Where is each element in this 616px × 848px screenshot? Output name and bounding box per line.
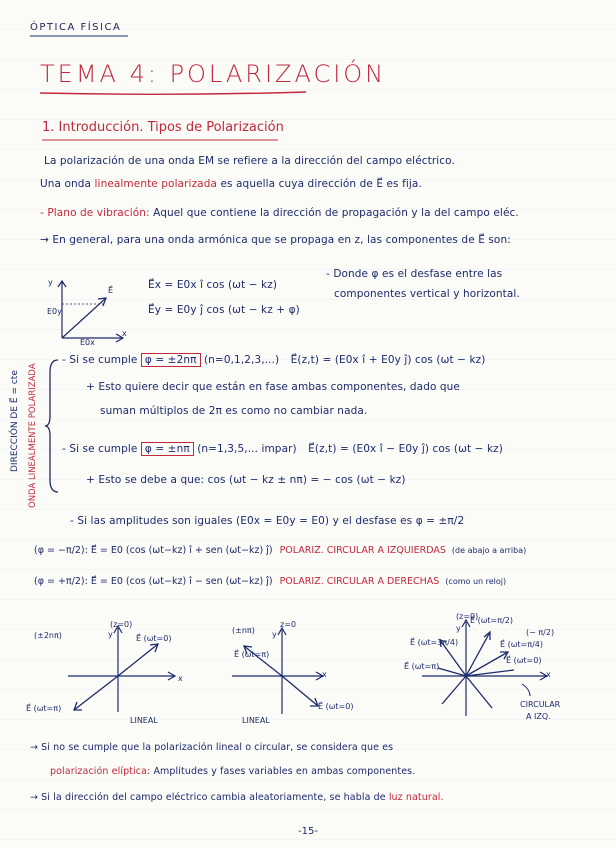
text-line-3: - Plano de vibración: Aquel que contiene la dirección de propagación y la del campo eléc. xyxy=(40,207,519,219)
case1-explanation-2: suman múltiplos de 2π es como no cambiar nada. xyxy=(100,405,368,417)
footer-line-3: → Si la dirección del campo eléctrico cambia aleatoriamente, se habla de luz natural. xyxy=(30,792,444,803)
diagram3-a4: E⃗ (ωt=π) xyxy=(404,662,440,671)
diagram2-y: y xyxy=(272,630,277,639)
diagram1-tag: (±2nπ) xyxy=(34,631,62,640)
diagram3-x: x xyxy=(546,670,551,679)
phase-note-2: componentes vertical y horizontal. xyxy=(334,288,520,300)
circular-intro: - Si las amplitudes son iguales (E0x = E0y = E0) y el desfase es φ = ±π/2 xyxy=(70,515,465,527)
notebook-page: ÓPTICA FÍSICA TEMA 4: POLARIZACIÓN 1. Introducción. Tipos de Polarización La polarización de una onda EM se refiere a la dirección del campo eléctrico. Una onda linealmente polarizada es aquella cuya dirección de E⃗ es fija. - Plano de vibración: Aquel que contiene la dirección de propagación y la del campo eléc. → En general, para una onda armónica que se propaga en z, las componentes de E⃗ son: y x E⃗ E0x E0y E⃗x = E0x î cos (ωt − kz) E⃗y = E0y ĵ cos (ωt − kz + φ) - Donde φ es el desfase entre las componentes vertical y horizontal. DIRECCIÓN DE E⃗ = cte ONDA LINEALMENTE POLARIZADA - Si se cumple φ = ±2nπ (n=0,1,2,3,...) E⃗(z,t) = (E0x î + E0y ĵ) cos (ωt − kz) + Esto quiere decir que están en fase ambas componentes, dado que suman múltiplos de 2π es como no cambiar nada. - Si se cumple φ = ±nπ (n=1,3,5,... impar) E⃗(z,t) = (E0x î − E0y ĵ) cos (ωt − kz) + Esto se debe a que: cos (ωt − kz ± nπ) = − cos (ωt − kz) - Si las amplitudes son iguales (E0x = E0y = E0) y el desfase es φ = ±π/2 (φ = −π/2): E⃗ = E0 (cos (ωt−kz) î + sen (ωt−kz) ĵ) POLARIZ. CIRCULAR A IZQUIERDAS (de abajo a arriba) (φ = +π/2): E⃗ = E0 (cos (ωt−kz) î − sen (ωt−kz) ĵ) POLARIZ. CIRCULAR A DERECHAS (como un reloj) (±2nπ) (z=0) y x E⃗ (ωt=0) E⃗ (ωt=π) LINEAL (±nπ) z=0 y x E⃗ (ωt=π) E⃗ (ωt=0) LINEAL (z=0) (− π/2) y x E⃗ (ωt=π/2) E⃗ (ωt=π/4) E⃗ (ωt=3π/4) E⃗ (ωt=π) E⃗ (ωt=0) CIRCULAR A IZQ. → Si no se cumple que la polarización lineal o circular, se considera que es polarización elíptica: Amplitudes y fases variables en ambas componentes. → Si la dirección del campo eléctrico cambia aleatoriamente, se habla de luz natural. -15- xyxy=(0,0,616,848)
text-line-2: Una onda linealmente polarizada es aquella cuya dirección de E⃗ es fija. xyxy=(40,178,422,190)
diagram3-a2: E⃗ (ωt=π/4) xyxy=(500,640,543,649)
header-underline xyxy=(30,35,130,38)
axis-eox-label: E0x xyxy=(80,338,95,347)
circular-right-line: (φ = +π/2): E⃗ = E0 (cos (ωt−kz) î − sen (ωt−kz) ĵ) POLARIZ. CIRCULAR A DERECHAS (como un reloj) xyxy=(34,576,507,587)
axis-eoy-label: E0y xyxy=(47,307,62,316)
diagram3-a3: E⃗ (ωt=3π/4) xyxy=(410,638,459,647)
axis-y-label: y xyxy=(48,278,53,287)
page-number: -15- xyxy=(298,826,318,837)
equation-ey: E⃗y = E0y ĵ cos (ωt − kz + φ) xyxy=(148,304,300,316)
section-underline xyxy=(42,138,282,142)
diagram3-tag: (− π/2) xyxy=(526,628,555,637)
diagram2-x: x xyxy=(322,670,327,679)
footer-line-2: polarización elíptica: Amplitudes y fases variables en ambas componentes. xyxy=(50,766,416,777)
subject-header: ÓPTICA FÍSICA xyxy=(30,22,122,33)
case2-explanation: + Esto se debe a que: cos (ωt − kz ± nπ) = − cos (ωt − kz) xyxy=(86,474,406,486)
equation-ex: E⃗x = E0x î cos (ωt − kz) xyxy=(148,279,278,291)
text-line-4: → En general, para una onda armónica que se propaga en z, las componentes de E⃗ son: xyxy=(40,234,511,246)
diagram3-caption-2: A IZQ. xyxy=(526,712,551,721)
diagram2-tag: (±nπ) xyxy=(232,626,255,635)
section-heading: 1. Introducción. Tipos de Polarización xyxy=(42,120,284,135)
diagram1-z0: (z=0) xyxy=(110,620,133,629)
diagram3-caption-1: CIRCULAR xyxy=(520,700,561,709)
diagram3-a1: E⃗ (ωt=π/2) xyxy=(470,616,513,625)
page-title: TEMA 4: POLARIZACIÓN xyxy=(40,60,387,88)
diagram2-e2: E⃗ (ωt=0) xyxy=(318,702,354,711)
diagram2-e1: E⃗ (ωt=π) xyxy=(234,650,270,659)
axis-e-label: E⃗ xyxy=(108,286,114,295)
diagram3-a5: E⃗ (ωt=0) xyxy=(506,656,542,665)
diagram2-caption: LINEAL xyxy=(242,716,270,725)
diagram1-e2: E⃗ (ωt=π) xyxy=(26,704,62,713)
case1-line: - Si se cumple φ = ±2nπ (n=0,1,2,3,...) E⃗(z,t) = (E0x î + E0y ĵ) cos (ωt − kz) xyxy=(62,354,486,366)
axis-x-label: x xyxy=(122,329,127,338)
diagram3-z0: (z=0) xyxy=(456,612,479,621)
footer-line-1: → Si no se cumple que la polarización lineal o circular, se considera que es xyxy=(30,742,394,753)
diagram1-y: y xyxy=(108,630,113,639)
phase-note-1: - Donde φ es el desfase entre las xyxy=(326,268,503,280)
case2-line: - Si se cumple φ = ±nπ (n=1,3,5,... impar) E⃗(z,t) = (E0x î − E0y ĵ) cos (ωt − kz) xyxy=(62,443,503,455)
diagram3-y: y xyxy=(456,624,461,633)
title-underline xyxy=(40,91,310,97)
case2-condition-box: φ = ±nπ xyxy=(141,442,194,456)
diagram1-e1: E⃗ (ωt=0) xyxy=(136,634,172,643)
case1-condition-box: φ = ±2nπ xyxy=(141,353,201,367)
diagram-linear-npi xyxy=(222,620,332,720)
case1-explanation-1: + Esto quiere decir que están en fase ambas componentes, dado que xyxy=(86,381,460,393)
text-line-1: La polarización de una onda EM se refiere a la dirección del campo eléctrico. xyxy=(44,155,455,167)
cases-brace xyxy=(44,358,60,494)
diagram1-caption: LINEAL xyxy=(130,716,158,725)
diagram1-x: x xyxy=(178,674,183,683)
diagram2-z0: z=0 xyxy=(280,620,296,629)
circular-left-line: (φ = −π/2): E⃗ = E0 (cos (ωt−kz) î + sen (ωt−kz) ĵ) POLARIZ. CIRCULAR A IZQUIERDAS (de abajo a arriba) xyxy=(34,545,527,556)
